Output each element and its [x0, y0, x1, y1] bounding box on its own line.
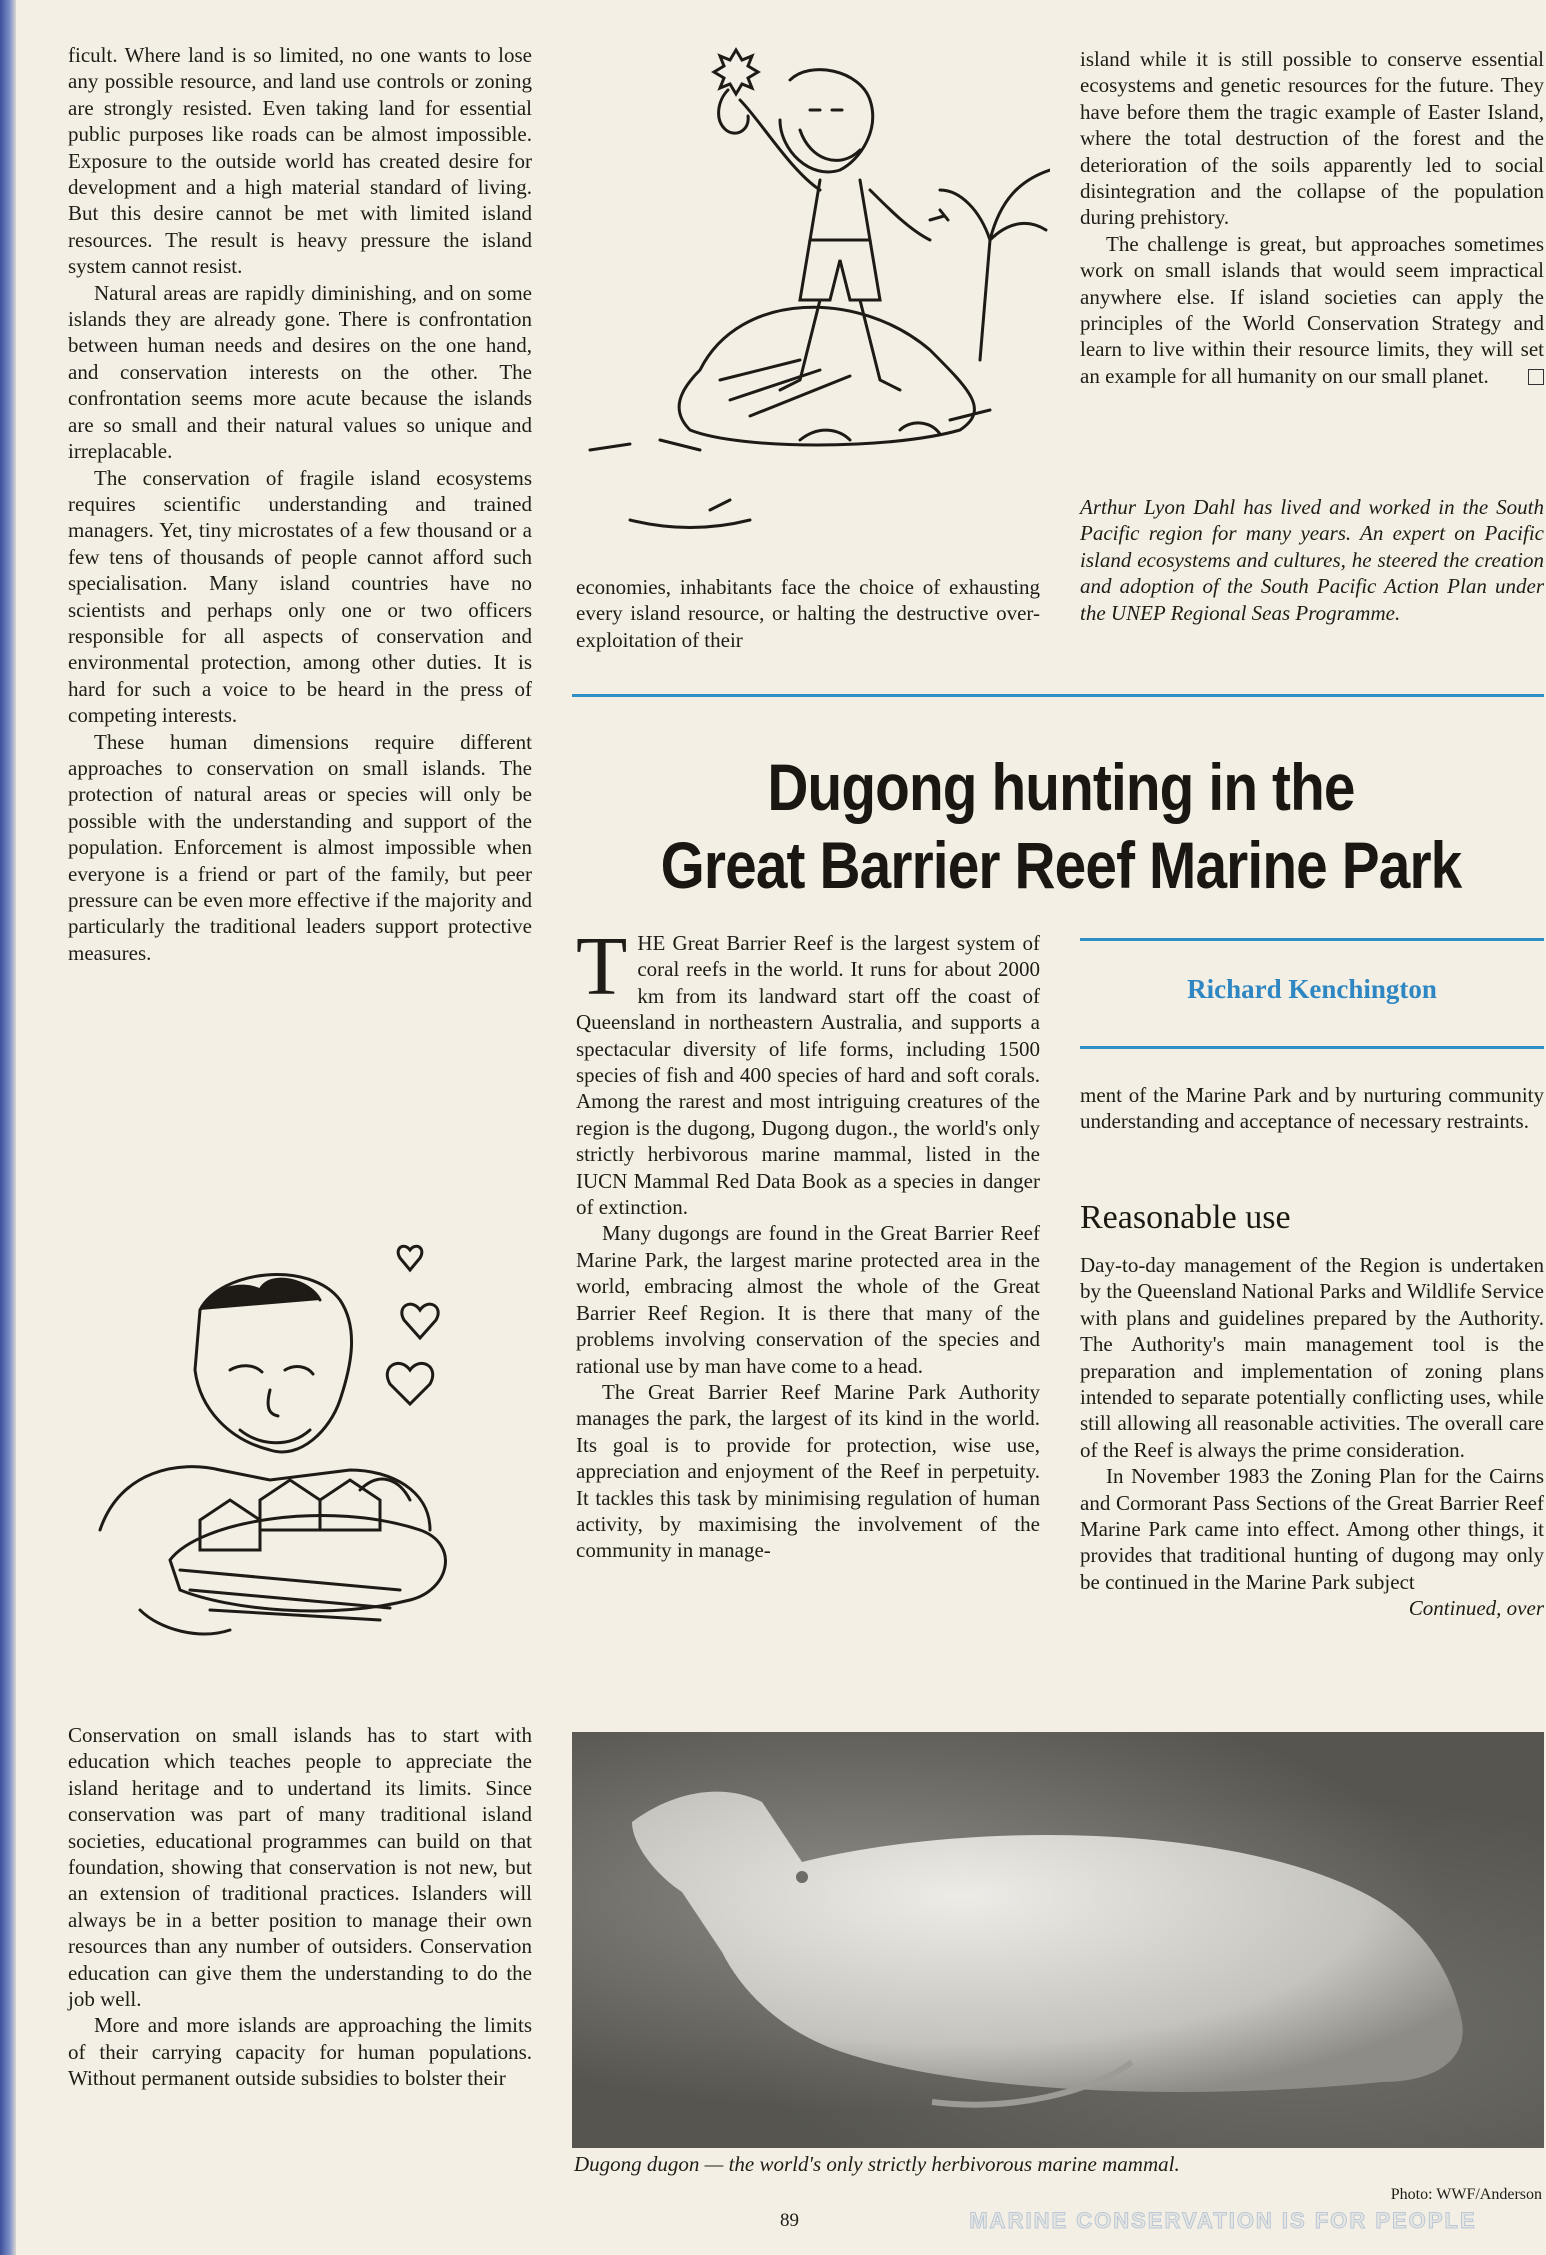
photo-caption: Dugong dugon — the world's only strictly herbivorous marine mammal.	[574, 2152, 1180, 2176]
paragraph: In November 1983 the Zoning Plan for the Cairns and Cormorant Pass Sections of the Great Barrier Reef Marine Park came into effect. Among other things, it provides that traditional hunting of dugong may only be continued in the Marine Park subject	[1080, 1464, 1544, 1594]
column-2-prev-article	[576, 574, 1040, 653]
paragraph	[1080, 231, 1544, 389]
end-mark-icon	[1528, 369, 1544, 385]
illustration-castaway-on-island	[570, 20, 1050, 560]
byline-rule-bottom	[1080, 1046, 1544, 1049]
paragraph: economies, inhabitants face the choice of exhausting every island resource, or halting the destructive over-exploitation of their	[576, 575, 1040, 652]
photo-credit: Photo: WWF/Anderson	[1390, 2186, 1542, 2203]
column-3-article-body	[1080, 1252, 1544, 1622]
column-3-article-top	[1080, 1082, 1544, 1135]
column-2-article	[576, 920, 1040, 1564]
paragraph: ment of the Marine Park and by nurturing community understanding and acceptance of necessary restraints.	[1080, 1083, 1544, 1134]
paragraph: Day-to-day management of the Region is undertaken by the Queensland National Parks and Wildlife Service with plans and guidelines prepared by the Authority. The Authority's main management tool is the preparation and implementation of zoning plans intended to separate potentially conflicting uses, while still allowing all reasonable activities. The overall care of the Reef is always the prime consideration.	[1080, 1253, 1544, 1462]
headline-line-2: Great Barrier Reef Marine Park	[660, 828, 1462, 902]
author-bio: Arthur Lyon Dahl has lived and worked in the South Pacific region for many years. An expert on Pacific island ecosystems and cultures, he steered the creation and adoption of the South Pacific Action Plan under the UNEP Regional Seas Programme.	[1080, 495, 1544, 625]
continued-note: Continued, over	[1408, 1596, 1544, 1621]
paragraph-text: HE Great Barrier Reef is the largest system of coral reefs in the world. It runs for about 2000 km from its landward start off the coast of Queensland in northeastern Australia, and supports a spectacular diversity of life forms, including 1500 species of fish and 400 species of hard and soft corals. Among the rarest and most intriguing creatures of the region is the dugong, Dugong dugon., the world's only strictly herbivorous marine mammal, listed in the IUCN Mammal Red Data Book as a species in danger of extinction.	[576, 931, 1040, 1220]
paragraph: Many dugongs are found in the Great Barrier Reef Marine Park, the largest marine protected area in the world, embracing almost the whole of the Great Barrier Reef Region. It is there that many of the problems involving conservation of the species and rational use by man have come to a head.	[576, 1221, 1040, 1378]
dugong-photo	[572, 1732, 1544, 2148]
paragraph: island while it is still possible to conserve essential ecosystems and genetic resources for the future. They have before them the tragic example of Easter Island, where the total destruction of the forest and the deterioration of the soils apparently led to social disintegration and the collapse of the population during prehistory.	[1080, 47, 1544, 230]
article-headline	[644, 748, 1478, 904]
paragraph: ficult. Where land is so limited, no one wants to lose any possible resource, and land use controls or zoning are strongly resisted. Even taking land for essential public purposes like roads can be almost impossible. Exposure to the outside world has created desire for development and a high material standard of living. But this desire cannot be met with limited island resources. The result is heavy pressure the island system cannot resist.	[68, 43, 532, 279]
section-subheading: Reasonable use	[1080, 1199, 1291, 1236]
byline-rule-top	[1080, 938, 1544, 941]
page-number: 89	[780, 2210, 799, 2231]
page-binding-edge	[0, 0, 16, 2255]
paragraph: Natural areas are rapidly diminishing, and on some islands they are already gone. There is confrontation between human needs and desires on the one hand, and conservation interests on the other. The confrontation seems more acute because the islands are so small and their natural values so unique and irreplacable.	[68, 280, 532, 464]
illustration-man-holding-island	[80, 1230, 520, 1670]
headline-line-1: Dugong hunting in the	[767, 750, 1355, 824]
author-byline: Richard Kenchington	[1187, 974, 1437, 1004]
paragraph: The Great Barrier Reef Marine Park Authority manages the park, the largest of its kind in the world. Its goal is to provide for protection, wise use, appreciation and enjoyment of the Reef in perpetuity. It tackles this task by minimising regulation of human activity, by maximising the involvement of the community in manage-	[576, 1379, 1040, 1563]
section-divider	[572, 694, 1544, 697]
column-1-bottom	[68, 1722, 532, 2092]
paragraph: More and more islands are approaching the limits of their carrying capacity for human populations. Without permanent outside subsidies to bolster their	[68, 2013, 532, 2091]
paragraph: These human dimensions require different approaches to conservation on small islands. The protection of natural areas or species will only be possible with the understanding and support of the population. Enforcement is almost impossible when everyone is a friend or part of the family, but peer pressure can be even more effective if the majority and particularly the traditional leaders support protective measures.	[68, 729, 532, 965]
column-1-top	[68, 42, 532, 966]
drop-cap: T	[576, 920, 628, 1013]
footer-slogan: MARINE CONSERVATION IS FOR PEOPLE	[969, 2208, 1477, 2233]
paragraph-text: The challenge is great, but approaches sometimes work on small islands that would seem impractical anywhere else. If island societies can apply the principles of the World Conservation Strategy and learn to live within their resource limits, they will set an example for all humanity on our small planet.	[1080, 231, 1544, 388]
paragraph	[576, 920, 1040, 1220]
dugong-image	[572, 1732, 1544, 2148]
column-3-prev-article	[1080, 46, 1544, 389]
paragraph: Conservation on small islands has to start with education which teaches people to appreciate the island heritage and to undertand its limits. Since conservation was part of many traditional island societies, educational programmes can build on that foundation, showing that conservation is not new, but an extension of traditional practices. Islanders will always be in a better position to manage their own resources than any number of outsiders. Conservation education can give them the understanding to do the job well.	[68, 1723, 532, 2012]
paragraph: The conservation of fragile island ecosystems requires scientific understanding and trained managers. Yet, tiny microstates of a few thousand or a few tens of thousands of people cannot afford such specialisation. Many island countries have no scientists and perhaps only one or two officers responsible for all aspects of conservation and environmental protection, among other duties. It is hard for such a voice to be heard in the press of competing interests.	[68, 465, 532, 728]
